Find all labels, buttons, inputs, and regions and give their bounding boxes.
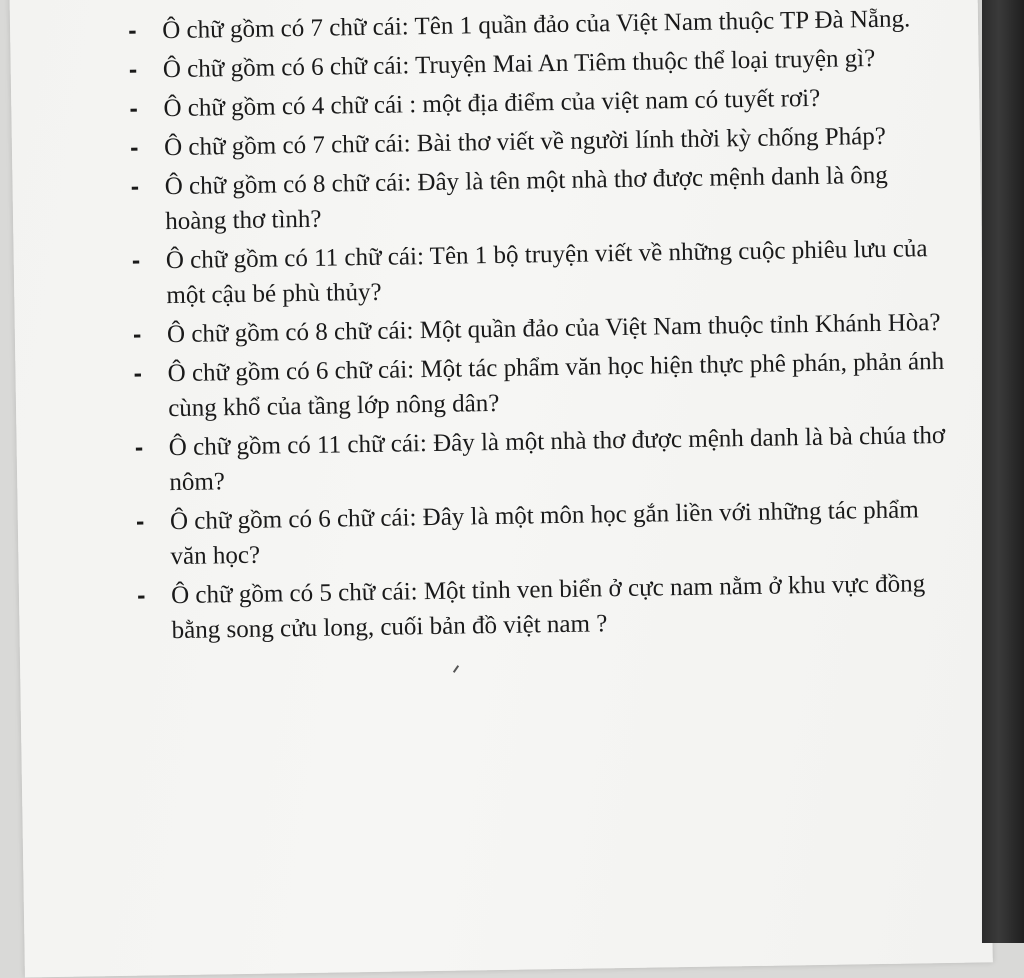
question-text: Ô chữ gồm có 5 chữ cái: Một tỉnh ven biển ở cực nam nằm ở khu vực đồng bằng song cửu long, cuối bản đồ việt nam ?: [170, 570, 926, 645]
list-item: [119, 566, 960, 649]
question-text: Ô chữ gồm có 6 chữ cái: Đây là một môn học gắn liền với những tác phẩm văn học?: [169, 496, 919, 571]
list-item: [112, 157, 953, 240]
bullet-dash: -: [133, 359, 143, 388]
question-text: Ô chữ gồm có 11 chữ cái: Tên 1 bộ truyện viết về những cuộc phiêu lưu của một cậu bé phù thủy?: [165, 235, 928, 310]
question-text: Ô chữ gồm có 4 chữ cái : một địa điểm của việt nam có tuyết rơi?: [163, 84, 821, 123]
question-list: [110, 1, 960, 653]
bullet-dash: -: [130, 172, 140, 201]
bullet-dash: -: [135, 507, 145, 536]
bullet-dash: -: [128, 55, 138, 84]
question-text: Ô chữ gồm có 6 chữ cái: Một tác phẩm văn học hiện thực phê phán, phản ánh cùng khổ của tầng lớp nông dân?: [167, 347, 945, 423]
bullet-dash: -: [128, 16, 137, 45]
list-item: [114, 231, 955, 314]
question-text: Ô chữ gồm có 8 chữ cái: Đây là tên một nhà thơ được mệnh danh là ông hoàng thơ tình?: [164, 161, 889, 236]
bullet-dash: -: [129, 133, 139, 162]
list-item: [117, 418, 958, 501]
bullet-dash: -: [136, 581, 146, 610]
bullet-dash: -: [132, 320, 142, 349]
bullet-dash: -: [129, 94, 139, 123]
question-text: Ô chữ gồm có 7 chữ cái: Tên 1 quần đảo của Việt Nam thuộc TP Đà Nẵng.: [162, 5, 911, 45]
question-text: Ô chữ gồm có 8 chữ cái: Một quần đảo của Việt Nam thuộc tỉnh Khánh Hòa?: [166, 308, 941, 349]
dark-background-edge: [982, 0, 1024, 943]
list-item: [118, 492, 959, 575]
question-text: Ô chữ gồm có 11 chữ cái: Đây là một nhà thơ được mệnh danh là bà chúa thơ nôm?: [168, 421, 946, 497]
bullet-dash: -: [131, 246, 141, 275]
question-text: Ô chữ gồm có 6 chữ cái: Truyện Mai An Tiêm thuộc thể loại truyện gì?: [162, 44, 876, 84]
bullet-dash: -: [134, 433, 144, 462]
list-item: [115, 344, 956, 427]
question-text: Ô chữ gồm có 7 chữ cái: Bài thơ viết về người lính thời kỳ chống Pháp?: [163, 122, 887, 162]
